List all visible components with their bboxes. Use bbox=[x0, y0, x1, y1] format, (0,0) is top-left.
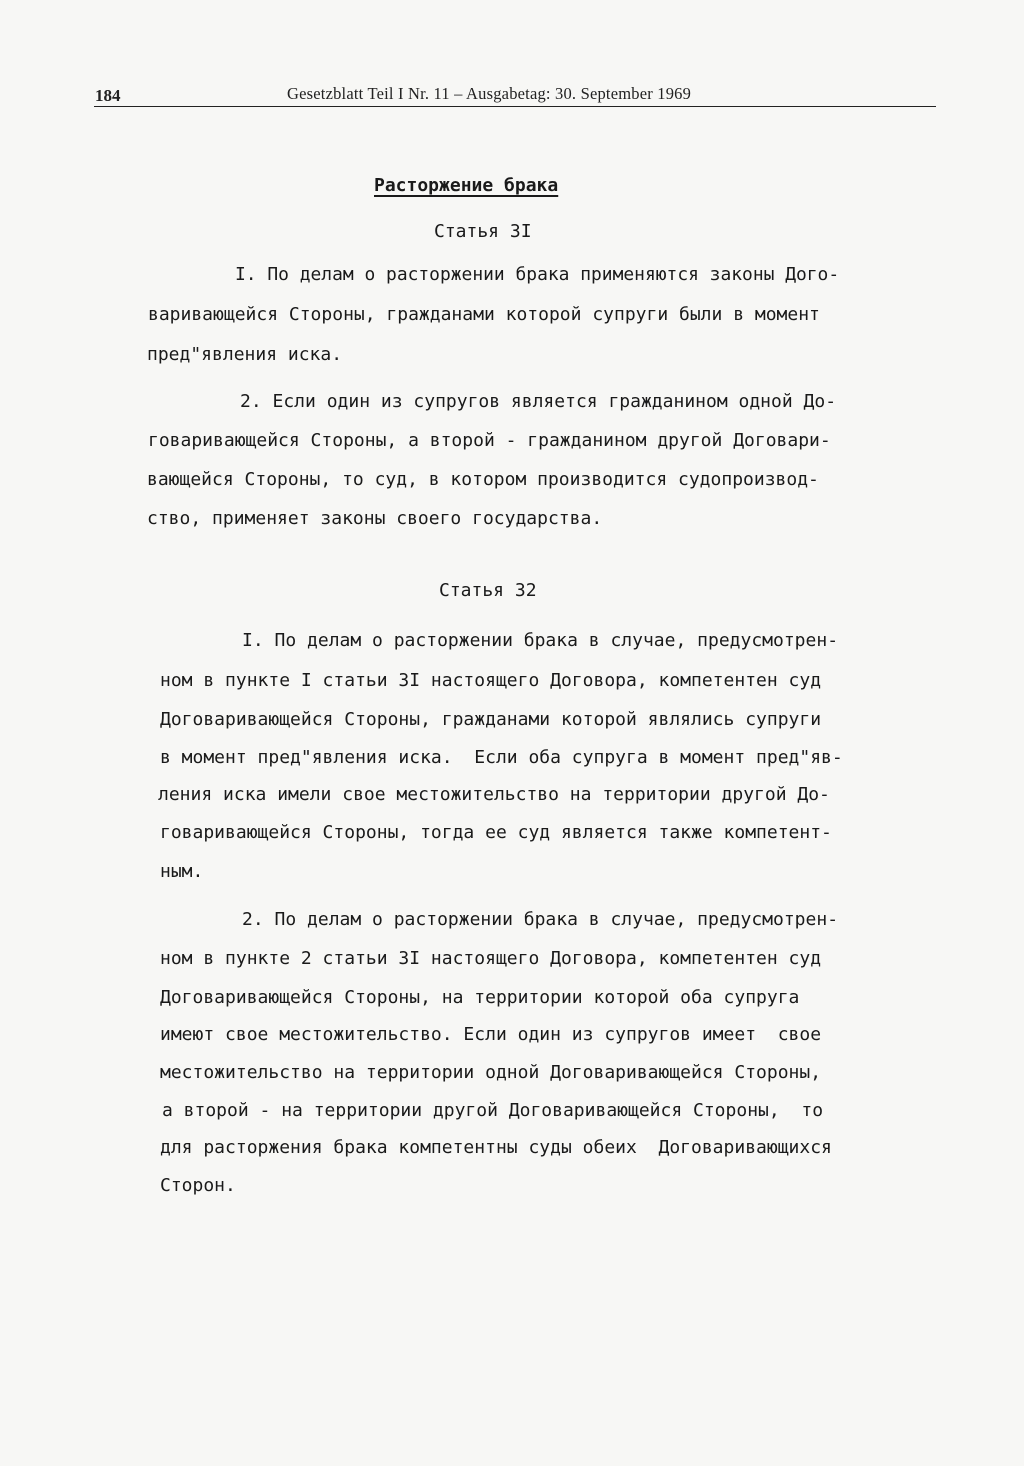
header-rule bbox=[94, 106, 936, 107]
a32-p2-line6: а второй - на территории другой Договаривающейся Стороны, то bbox=[162, 1100, 824, 1121]
a32-p1-line3: Договаривающейся Стороны, гражданами которой являлись супруги bbox=[160, 709, 822, 730]
a31-p1-line2: варивающейся Стороны, гражданами которой супруги были в момент bbox=[148, 304, 820, 325]
a32-p2-line7: для расторжения брака компетентны суды обеих Договаривающихся bbox=[160, 1137, 832, 1158]
a31-p2-line1: 2. Если один из супругов является гражданином одной До- bbox=[240, 391, 837, 412]
a32-p2-line4: имеют свое местожительство. Если один из супругов имеет свое bbox=[160, 1024, 822, 1045]
a31-p1-line3: пред"явления иска. bbox=[147, 344, 343, 365]
a32-p1-line5: ления иска имели свое местожительство на территории другой До- bbox=[158, 784, 830, 805]
a32-p2-line8: Сторон. bbox=[160, 1175, 236, 1196]
a31-p1-line1: I. По делам о расторжении брака применяются законы Дого- bbox=[235, 264, 840, 285]
page-number: 184 bbox=[95, 86, 121, 105]
section-heading: Расторжение брака bbox=[374, 175, 559, 196]
a31-p2-line2: говаривающейся Стороны, а второй - гражданином другой Договари- bbox=[148, 430, 831, 451]
a32-p2-line1: 2. По делам о расторжении брака в случае, предусмотрен- bbox=[242, 909, 839, 930]
running-head: Gesetzblatt Teil I Nr. 11 – Ausgabetag: 30. September 1969 bbox=[287, 84, 692, 103]
a32-p1-line7: ным. bbox=[160, 861, 204, 882]
a32-p2-line5: местожительство на территории одной Договаривающейся Стороны, bbox=[160, 1062, 822, 1083]
article-32-title: Статья 32 bbox=[439, 580, 537, 601]
a31-p2-line3: вающейся Стороны, то суд, в котором производится судопроизвод- bbox=[147, 469, 819, 490]
a32-p1-line4: в момент пред"явления иска. Если оба супруга в момент пред"яв- bbox=[160, 747, 843, 768]
article-31-title: Статья 3I bbox=[434, 221, 532, 242]
a31-p2-line4: ство, применяет законы своего государства. bbox=[147, 508, 603, 529]
a32-p1-line6: говаривающейся Стороны, тогда ее суд является также компетент- bbox=[160, 822, 832, 843]
a32-p1-line2: ном в пункте I статьи 3I настоящего Договора, компетентен суд bbox=[160, 670, 822, 691]
a32-p2-line3: Договаривающейся Стороны, на территории которой оба супруга bbox=[160, 987, 800, 1008]
a32-p1-line1: I. По делам о расторжении брака в случае, предусмотрен- bbox=[242, 630, 839, 651]
a32-p2-line2: ном в пункте 2 статьи 3I настоящего Договора, компетентен суд bbox=[160, 948, 822, 969]
